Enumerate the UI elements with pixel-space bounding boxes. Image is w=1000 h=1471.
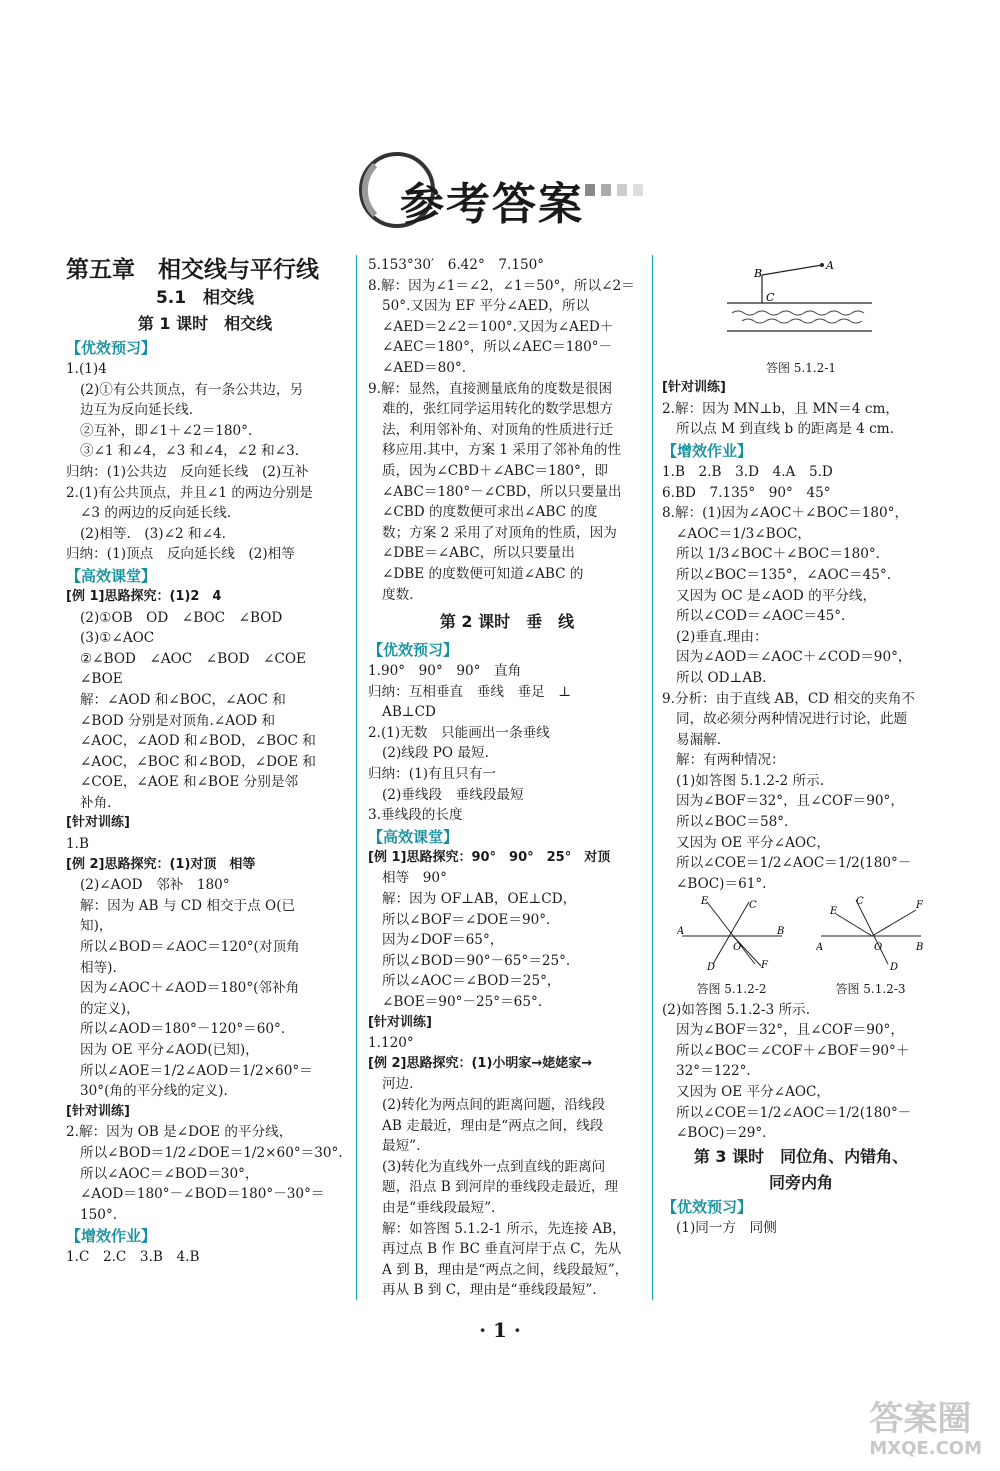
svg-text:F: F — [760, 960, 768, 972]
example-line: 所以∠AOC＝∠BOD＝25°， — [382, 973, 561, 990]
example-line: 相等 90° — [382, 870, 447, 887]
watermark — [869, 1400, 982, 1459]
svg-text:E: E — [700, 896, 708, 908]
svg-text:B: B — [915, 942, 923, 954]
answer-line: 归纳：互相垂直 垂线 垂足 ⊥ — [368, 683, 572, 700]
answer-line: 所以∠BOC＝135°，∠AOC＝45°. — [676, 566, 892, 583]
answer-line: AB⊥CD — [382, 704, 436, 721]
example-line: ②∠BOD ∠AOC ∠BOD ∠COE — [80, 650, 306, 667]
answer-line: ③∠1 和∠4，∠3 和∠4，∠2 和∠3. — [80, 443, 300, 460]
answer-line: ∠DBE 的度数便可知道∠ABC 的 — [382, 565, 584, 582]
answer-line: (1)同一方 同侧 — [676, 1219, 777, 1236]
lesson-title: 第 3 课时 同位角、内错角、 — [693, 1146, 909, 1166]
lesson-title: 同旁内角 — [768, 1172, 833, 1192]
answer-line: ∠AED＝80°. — [382, 359, 467, 376]
svg-text:A: A — [826, 259, 834, 272]
answer-line: 150°. — [80, 1206, 118, 1223]
example-line: ∠BOE — [80, 671, 123, 688]
answer-line: 8.解：(1)因为∠AOC＋∠BOC＝180°， — [662, 505, 909, 522]
figure-lines-3 — [816, 894, 926, 972]
heading-youxiao: 【优效预习】 — [662, 1197, 753, 1216]
svg-text:A: A — [676, 926, 684, 938]
heading-zhendui: [针对训练] — [662, 380, 726, 396]
example-line: ∠AOC，∠BOC 和∠BOD，∠DOE 和 — [80, 753, 316, 770]
example-line: 解：∠AOD 和∠BOC，∠AOC 和 — [80, 691, 286, 708]
answer-line: 所以∠BOD＝1/2∠DOE＝1/2×60°＝30°. — [80, 1144, 343, 1161]
answer-line: ∠3 的两边的反向延长线. — [80, 505, 232, 522]
example-line: ∠AOC，∠AOD 和∠BOD，∠BOC 和 — [80, 733, 316, 750]
answer-line: 所以 OD⊥AB. — [676, 669, 767, 686]
example-line: 所以∠BOD＝90°－65°＝25°. — [382, 952, 571, 969]
answer-line: ∠BOC)＝29°. — [676, 1125, 767, 1142]
watermark-url: MXQE.COM — [869, 1438, 982, 1459]
example-line: (2)转化为两点间的距离问题，沿线段 — [382, 1096, 606, 1113]
heading-zhendui: [针对训练] — [66, 1103, 130, 1119]
example-line: [例 2]思路探究：(1)对顶 相等 — [66, 856, 256, 872]
figure-2 — [677, 894, 787, 999]
page-title: 参考答案 — [400, 179, 584, 230]
answer-line: 所以∠BOC＝58°. — [676, 814, 789, 831]
answer-line: 又因为 OE 平分∠AOC， — [676, 1084, 831, 1100]
watermark-logo: 答案圈 — [869, 1399, 972, 1439]
example-line: 因为∠DOF＝65°， — [382, 932, 504, 949]
figure-3 — [816, 894, 926, 999]
figure-row — [662, 894, 940, 999]
answer-line: (2)垂线段 垂线段最短 — [382, 786, 524, 803]
answer-line: 50°.又因为 EF 平分∠AED，所以 — [382, 298, 590, 315]
example-line: 解：因为 AB 与 CD 相交于点 O(已 — [80, 897, 296, 914]
column-2 — [368, 255, 646, 1301]
lesson-title: 第 1 课时 相交线 — [137, 314, 273, 333]
answer-line: 32°＝122°. — [676, 1063, 751, 1080]
heading-zengxiao: 【增效作业】 — [66, 1227, 157, 1246]
answer-line: 因为∠BOF＝32°，且∠COF＝90°， — [676, 1022, 904, 1039]
answer-line: 所以∠COE＝1/2∠AOC＝1/2(180°－ — [676, 855, 912, 872]
example-line: 因为∠AOC＋∠AOD＝180°(邻补角 — [80, 980, 300, 997]
figure-caption: 答图 5.1.2-2 — [696, 982, 767, 997]
chapter-title: 第五章 相交线与平行线 — [66, 257, 319, 283]
example-line: ∠BOD 分别是对顶角.∠AOD 和 — [80, 712, 276, 729]
answer-line: 难的，张红同学运用转化的数学思想方 — [382, 401, 614, 418]
answer-line: 2.(1)无数 只能画出一条垂线 — [368, 724, 550, 741]
column-divider — [652, 255, 653, 1300]
svg-text:A: A — [815, 942, 823, 954]
example-line: 因为 OE 平分∠AOD(已知)， — [80, 1042, 259, 1058]
example-line: 30°(角的平分线的定义). — [80, 1083, 228, 1100]
answer-line: ∠DBE＝∠ABC，所以只要量出 — [382, 545, 575, 562]
svg-text:B: B — [754, 267, 763, 280]
example-line: 河边. — [382, 1076, 414, 1093]
example-line: 解：如答图 5.1.2-1 所示，先连接 AB， — [382, 1220, 626, 1237]
answer-line: 3.垂线段的长度 — [368, 807, 463, 824]
example-line: 题，沿点 B 到河岸的垂线段走最近，理 — [382, 1179, 619, 1196]
answer-line: 又因为 OE 平分∠AOC， — [676, 834, 831, 851]
answer-line: 又因为 OC 是∠AOD 的平分线， — [676, 587, 877, 604]
answer-line: ∠CBD 的度数便可求出∠ABC 的度 — [382, 504, 598, 521]
answer-line: 解：有两种情况： — [676, 752, 785, 769]
answer-line: (2)①有公共顶点，有一条公共边，另 — [80, 381, 304, 398]
answer-line: ∠AED＝2∠2＝100°.又因为∠AED＋ — [382, 318, 614, 335]
column-divider — [356, 255, 357, 1300]
answer-line: 1.120° — [368, 1035, 414, 1052]
example-line: [例 1]思路探究：(1)2 4 — [66, 588, 222, 604]
answer-line: 质，因为∠CBD＋∠ABC＝180°，即 — [382, 462, 609, 479]
answer-line: 6.BD 7.135° 90° 45° — [662, 484, 831, 501]
svg-text:E: E — [829, 906, 837, 918]
answer-line: ∠BOC)＝61°. — [676, 875, 767, 892]
example-line: (2)∠AOD 邻补 180° — [80, 877, 230, 894]
heading-gaoxiao: 【高效课堂】 — [368, 827, 459, 846]
example-line: 再从 B 到 C，理由是“垂线段最短”. — [382, 1282, 597, 1299]
example-line: 所以∠BOD＝∠AOC＝120°(对顶角 — [80, 939, 300, 956]
heading-youxiao: 【优效预习】 — [66, 339, 157, 357]
figure-river — [662, 257, 932, 349]
example-line: 所以∠AOE＝1/2∠AOD＝1/2×60°＝ — [80, 1062, 313, 1079]
answer-line: (2)如答图 5.1.2-3 所示. — [662, 1001, 811, 1018]
example-line: AB 走最近，理由是“两点之间，线段 — [382, 1117, 604, 1134]
lesson-title: 第 2 课时 垂 线 — [439, 612, 575, 632]
figure-caption: 答图 5.1.2-3 — [835, 982, 906, 997]
svg-text:C: C — [748, 900, 757, 912]
answer-line: 因为∠BOF＝32°，且∠COF＝90°， — [676, 793, 904, 810]
answer-line: 数；方案 2 采用了对顶角的性质，因为 — [382, 524, 617, 541]
section-title: 5.1 相交线 — [155, 288, 255, 308]
answer-line: 法，利用邻补角、对顶角的性质进行迁 — [382, 421, 614, 438]
answer-line: 边互为反向延长线. — [80, 402, 194, 419]
example-line: 所以∠AOD＝180°－120°＝60°. — [80, 1021, 286, 1038]
svg-text:O: O — [732, 942, 741, 954]
answer-line: 所以∠AOC＝∠BOD＝30°， — [80, 1165, 259, 1182]
example-line: (3)①∠AOC — [80, 630, 155, 647]
answer-line: ∠AOD＝180°－∠BOD＝180°－30°＝ — [80, 1186, 325, 1203]
example-line: ∠COE，∠AOE 和∠BOE 分别是邻 — [80, 774, 299, 791]
answer-line: 5.153°30′ 6.42° 7.150° — [368, 257, 545, 273]
answer-line: 归纳：(1)有且只有一 — [368, 766, 497, 783]
answer-line: 1.B 2.B 3.D 4.A 5.D — [662, 463, 833, 480]
svg-text:B: B — [776, 926, 784, 938]
svg-text:F: F — [915, 900, 923, 912]
answer-line: 归纳：(1)顶点 反向延长线 (2)相等 — [66, 546, 295, 563]
answer-line: (2)线段 PO 最短. — [382, 745, 489, 762]
example-line: A 到 B，理由是“两点之间，线段最短”， — [382, 1261, 629, 1278]
answer-line: 2.(1)有公共顶点，并且∠1 的两边分别是 — [66, 484, 313, 501]
example-line: (3)转化为直线外一点到直线的距离问 — [382, 1158, 606, 1175]
example-line: [例 1]思路探究：90° 90° 25° 对顶 — [368, 849, 611, 865]
answer-line: 易漏解. — [676, 731, 722, 748]
figure-caption: 答图 5.1.2-1 — [765, 360, 837, 375]
answer-line: 8.解：因为∠1＝∠2，∠1＝50°，所以∠2＝ — [368, 277, 635, 294]
svg-text:D: D — [889, 962, 898, 973]
answer-line: 2.解：因为 MN⊥b，且 MN＝4 cm， — [662, 400, 899, 417]
answer-line: 所以∠COD＝∠AOC＝45°. — [676, 608, 846, 625]
svg-text:D: D — [706, 962, 715, 973]
answer-line: 所以∠COE＝1/2∠AOC＝1/2(180°－ — [676, 1104, 912, 1121]
heading-zhendui: [针对训练] — [66, 815, 130, 831]
answer-line: 9.分析：由于直线 AB，CD 相交的夹角不 — [662, 690, 916, 707]
example-line: 最短”. — [382, 1138, 421, 1155]
column-1 — [66, 255, 344, 1268]
example-line: [例 2]思路探究：(1)小明家→姥姥家→ — [368, 1055, 593, 1071]
column-3 — [662, 255, 940, 1238]
svg-text:C: C — [766, 291, 775, 304]
answer-line: ∠ABC＝180°－∠CBD，所以只要量出 — [382, 483, 622, 500]
answer-line: ∠AOC＝1/3∠BOC， — [676, 525, 811, 542]
answer-line: ∠AEC＝180°，所以∠AEC＝180°－ — [382, 339, 613, 356]
answer-line: (2)相等. (3)∠2 和∠4. — [80, 525, 226, 542]
answer-line: 1.B — [66, 836, 89, 853]
answer-line: 9.解：显然，直接测量底角的度数是很困 — [368, 380, 613, 397]
heading-gaoxiao: 【高效课堂】 — [66, 566, 157, 585]
answer-line: (2)垂直.理由： — [676, 628, 768, 645]
example-line: 由是“垂线段最短”. — [382, 1199, 496, 1216]
example-line: 再过点 B 作 BC 垂直河岸于点 C，先从 — [382, 1241, 622, 1258]
example-line: 知)， — [80, 918, 113, 935]
example-line: 所以∠BOF＝∠DOE＝90°. — [382, 911, 551, 928]
heading-zengxiao: 【增效作业】 — [662, 441, 753, 460]
svg-text:C: C — [855, 896, 864, 908]
example-line: (2)①OB OD ∠BOC ∠BOD — [80, 609, 283, 626]
example-line: ∠BOE＝90°－25°＝65°. — [382, 994, 543, 1010]
answer-line: 1.(1)4 — [66, 361, 107, 377]
answer-line: 因为∠AOD＝∠AOC＋∠COD＝90°， — [676, 649, 912, 666]
example-line: 补角. — [80, 794, 112, 811]
heading-youxiao: 【优效预习】 — [368, 641, 459, 660]
example-line: 解：因为 OF⊥AB，OE⊥CD， — [382, 891, 577, 908]
heading-zhendui: [针对训练] — [368, 1014, 432, 1030]
answer-line: 所以 1/3∠BOC＋∠BOC＝180°. — [676, 546, 880, 563]
answer-line: 2.解：因为 OB 是∠DOE 的平分线， — [66, 1124, 293, 1141]
answer-line: 所以∠BOC＝∠COF＋∠BOF＝90°＋ — [676, 1042, 910, 1059]
answer-line: 度数. — [382, 586, 414, 603]
answer-line: 1.90° 90° 90° 直角 — [368, 663, 522, 680]
page-number: · 1 · — [479, 1318, 521, 1342]
figure-lines-2 — [677, 894, 787, 972]
answer-line: 移应用.其中，方案 1 采用了邻补角的性 — [382, 442, 622, 459]
answer-line: 1.C 2.C 3.B 4.B — [66, 1249, 200, 1266]
answer-line: 所以点 M 到直线 b 的距离是 4 cm. — [676, 421, 894, 438]
svg-text:O: O — [873, 942, 882, 954]
example-line: 相等). — [80, 959, 117, 976]
example-line: 的定义)， — [80, 1000, 140, 1017]
answer-line: (1)如答图 5.1.2-2 所示. — [676, 772, 825, 789]
answer-line: ②互补，即∠1＋∠2＝180°. — [80, 422, 253, 439]
answer-line: 归纳：(1)公共边 反向延长线 (2)互补 — [66, 463, 309, 480]
answer-line: 同，故必须分两种情况进行讨论，此题 — [676, 711, 908, 728]
